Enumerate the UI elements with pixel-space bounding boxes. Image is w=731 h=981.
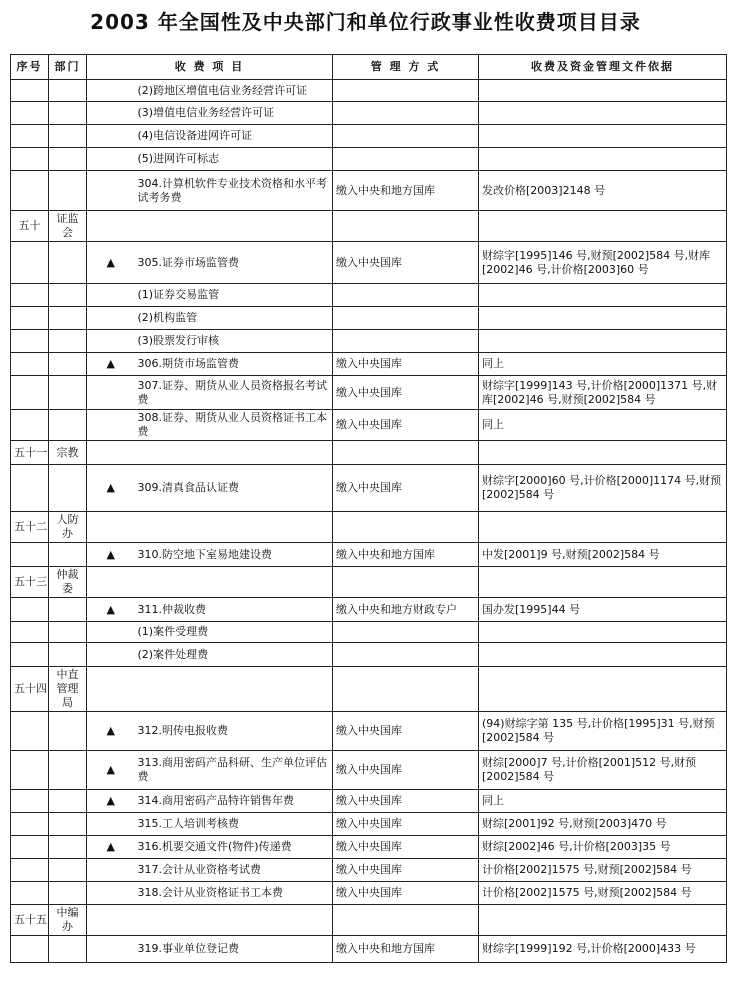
row-marker [87, 148, 135, 171]
table-row [11, 543, 727, 567]
row-marker: ▲ [87, 242, 135, 284]
row-department [49, 148, 87, 171]
row-management [333, 148, 479, 171]
row-number [11, 80, 49, 102]
row-marker [87, 80, 135, 102]
row-marker [87, 102, 135, 125]
row-management [333, 622, 479, 643]
row-basis [479, 330, 727, 353]
row-basis [479, 284, 727, 307]
row-department [49, 330, 87, 353]
row-department [49, 751, 87, 790]
table-row [11, 465, 727, 512]
row-number [11, 859, 49, 882]
row-number: 五十二 [11, 512, 49, 543]
row-marker [87, 376, 135, 410]
row-number [11, 102, 49, 125]
row-basis [479, 148, 727, 171]
row-marker [87, 410, 135, 441]
row-number [11, 882, 49, 905]
row-number [11, 712, 49, 751]
row-department [49, 598, 87, 622]
row-marker [87, 171, 135, 211]
row-management [333, 102, 479, 125]
row-marker [87, 905, 135, 936]
row-basis [479, 211, 727, 242]
table-row [11, 125, 727, 148]
table-row [11, 376, 727, 410]
row-basis: 计价格[2002]1575 号,财预[2002]584 号 [479, 859, 727, 882]
row-fee-item: 316.机要交通文件(物件)传递费 [135, 836, 333, 859]
row-fee-item: 313.商用密码产品科研、生产单位评估费 [135, 751, 333, 790]
row-management [333, 307, 479, 330]
row-number [11, 330, 49, 353]
row-basis: 发改价格[2003]2148 号 [479, 171, 727, 211]
row-fee-item: (3)股票发行审核 [135, 330, 333, 353]
row-fee-item: (4)电信设备进网许可证 [135, 125, 333, 148]
row-management [333, 441, 479, 465]
table-row [11, 622, 727, 643]
row-management [333, 567, 479, 598]
row-fee-item: (1)案件受理费 [135, 622, 333, 643]
row-marker [87, 284, 135, 307]
table-row [11, 284, 727, 307]
row-marker [87, 211, 135, 242]
row-number [11, 622, 49, 643]
row-fee-item: (2)机构监管 [135, 307, 333, 330]
row-department [49, 376, 87, 410]
row-fee-item: 308.证券、期货从业人员资格证书工本费 [135, 410, 333, 441]
row-fee-item: 305.证券市场监管费 [135, 242, 333, 284]
row-management: 缴入中央国库 [333, 376, 479, 410]
row-fee-item: 309.清真食品认证费 [135, 465, 333, 512]
row-management: 缴入中央和地方国库 [333, 543, 479, 567]
row-fee-item: 318.会计从业资格证书工本费 [135, 882, 333, 905]
row-number: 五十四 [11, 667, 49, 712]
header-row [11, 55, 727, 80]
row-number [11, 813, 49, 836]
row-management: 缴入中央国库 [333, 836, 479, 859]
row-department [49, 307, 87, 330]
row-department: 中直管理局 [49, 667, 87, 712]
row-management: 缴入中央国库 [333, 882, 479, 905]
row-management [333, 80, 479, 102]
row-marker: ▲ [87, 790, 135, 813]
row-fee-item: 307.证券、期货从业人员资格报名考试费 [135, 376, 333, 410]
row-number [11, 125, 49, 148]
row-marker: ▲ [87, 598, 135, 622]
row-marker [87, 307, 135, 330]
row-department: 人防办 [49, 512, 87, 543]
row-basis: 中发[2001]9 号,财预[2002]584 号 [479, 543, 727, 567]
row-basis: (94)财综字第 135 号,计价格[1995]31 号,财预[2002]584 号 [479, 712, 727, 751]
row-department [49, 836, 87, 859]
page-title: 2003 年全国性及中央部门和单位行政事业性收费项目目录 [90, 10, 641, 34]
row-marker: ▲ [87, 751, 135, 790]
row-number [11, 643, 49, 667]
row-number [11, 307, 49, 330]
row-management [333, 284, 479, 307]
row-fee-item: 311.仲裁收费 [135, 598, 333, 622]
row-basis: 计价格[2002]1575 号,财预[2002]584 号 [479, 882, 727, 905]
row-management: 缴入中央国库 [333, 465, 479, 512]
row-fee-item: (2)跨地区增值电信业务经营许可证 [135, 80, 333, 102]
row-marker [87, 441, 135, 465]
header-no: 序号 [11, 55, 49, 80]
row-basis: 同上 [479, 790, 727, 813]
row-marker [87, 813, 135, 836]
row-management [333, 125, 479, 148]
row-basis: 财综[2000]7 号,计价格[2001]512 号,财预[2002]584 号 [479, 751, 727, 790]
row-number [11, 790, 49, 813]
row-marker [87, 125, 135, 148]
row-fee-item [135, 567, 333, 598]
table-row [11, 242, 727, 284]
table-row [11, 330, 727, 353]
row-management [333, 905, 479, 936]
row-basis [479, 667, 727, 712]
row-fee-item [135, 667, 333, 712]
fee-table [10, 54, 727, 963]
row-number [11, 836, 49, 859]
row-management: 缴入中央和地方财政专户 [333, 598, 479, 622]
row-basis: 同上 [479, 410, 727, 441]
row-fee-item: (2)案件处理费 [135, 643, 333, 667]
row-department: 证监会 [49, 211, 87, 242]
table-row [11, 567, 727, 598]
table-row [11, 307, 727, 330]
row-fee-item: (5)进网许可标志 [135, 148, 333, 171]
header-item: 收 费 项 目 [87, 55, 333, 80]
table-row [11, 80, 727, 102]
row-department [49, 125, 87, 148]
row-number [11, 543, 49, 567]
row-management: 缴入中央国库 [333, 813, 479, 836]
table-row [11, 712, 727, 751]
row-basis [479, 441, 727, 465]
header-basis: 收费及资金管理文件依据 [479, 55, 727, 80]
row-number [11, 284, 49, 307]
row-basis: 财综字[2000]60 号,计价格[2000]1174 号,财预[2002]584 号 [479, 465, 727, 512]
row-basis [479, 307, 727, 330]
row-basis [479, 80, 727, 102]
row-number [11, 410, 49, 441]
row-basis: 财综字[1999]143 号,计价格[2000]1371 号,财库[2002]46 号,财预[2002]584 号 [479, 376, 727, 410]
row-fee-item: (1)证券交易监管 [135, 284, 333, 307]
row-department: 宗教 [49, 441, 87, 465]
row-fee-item [135, 512, 333, 543]
row-fee-item: 319.事业单位登记费 [135, 936, 333, 963]
table-row [11, 667, 727, 712]
row-department [49, 102, 87, 125]
row-management: 缴入中央国库 [333, 242, 479, 284]
row-department [49, 813, 87, 836]
row-basis [479, 622, 727, 643]
row-management: 缴入中央国库 [333, 712, 479, 751]
row-number [11, 376, 49, 410]
row-department [49, 643, 87, 667]
table-row [11, 512, 727, 543]
table-row [11, 790, 727, 813]
row-marker [87, 859, 135, 882]
row-marker [87, 622, 135, 643]
row-department [49, 882, 87, 905]
row-management: 缴入中央国库 [333, 790, 479, 813]
row-basis: 财综[2002]46 号,计价格[2003]35 号 [479, 836, 727, 859]
table-row [11, 102, 727, 125]
table-row [11, 859, 727, 882]
row-number [11, 353, 49, 376]
row-department: 中编办 [49, 905, 87, 936]
header-dept: 部门 [49, 55, 87, 80]
row-management: 缴入中央国库 [333, 353, 479, 376]
row-basis [479, 125, 727, 148]
table-row [11, 410, 727, 441]
row-fee-item [135, 441, 333, 465]
row-marker [87, 667, 135, 712]
row-basis: 财综[2001]92 号,财预[2003]470 号 [479, 813, 727, 836]
table-row [11, 905, 727, 936]
row-marker: ▲ [87, 543, 135, 567]
row-number [11, 598, 49, 622]
row-fee-item: (3)增值电信业务经营许可证 [135, 102, 333, 125]
row-management [333, 667, 479, 712]
row-department [49, 80, 87, 102]
row-number [11, 751, 49, 790]
row-management: 缴入中央国库 [333, 859, 479, 882]
row-department [49, 543, 87, 567]
row-basis [479, 905, 727, 936]
row-marker [87, 936, 135, 963]
table-row [11, 598, 727, 622]
row-management: 缴入中央国库 [333, 410, 479, 441]
row-basis: 财综字[1995]146 号,财预[2002]584 号,财库[2002]46 号,计价格[2003]60 号 [479, 242, 727, 284]
row-department [49, 242, 87, 284]
row-department [49, 622, 87, 643]
row-basis [479, 643, 727, 667]
row-department [49, 859, 87, 882]
row-number: 五十一 [11, 441, 49, 465]
row-marker [87, 567, 135, 598]
row-basis [479, 512, 727, 543]
row-marker: ▲ [87, 712, 135, 751]
table-row [11, 882, 727, 905]
table-row [11, 441, 727, 465]
table-row [11, 353, 727, 376]
row-management: 缴入中央和地方国库 [333, 171, 479, 211]
row-basis [479, 102, 727, 125]
table-row [11, 751, 727, 790]
row-fee-item: 315.工人培训考核费 [135, 813, 333, 836]
row-fee-item [135, 905, 333, 936]
table-row [11, 148, 727, 171]
row-management: 缴入中央国库 [333, 751, 479, 790]
row-fee-item: 310.防空地下室易地建设费 [135, 543, 333, 567]
row-department [49, 790, 87, 813]
row-fee-item: 314.商用密码产品特许销售年费 [135, 790, 333, 813]
row-number [11, 148, 49, 171]
row-department [49, 465, 87, 512]
row-number [11, 465, 49, 512]
row-basis: 国办发[1995]44 号 [479, 598, 727, 622]
row-marker [87, 512, 135, 543]
row-marker: ▲ [87, 353, 135, 376]
row-basis: 财综字[1999]192 号,计价格[2000]433 号 [479, 936, 727, 963]
row-marker [87, 882, 135, 905]
row-management [333, 330, 479, 353]
row-marker: ▲ [87, 836, 135, 859]
row-number: 五十 [11, 211, 49, 242]
row-management [333, 211, 479, 242]
row-management [333, 512, 479, 543]
row-department [49, 353, 87, 376]
table-row [11, 171, 727, 211]
table-row [11, 643, 727, 667]
row-marker: ▲ [87, 465, 135, 512]
row-marker [87, 330, 135, 353]
row-department: 仲裁委 [49, 567, 87, 598]
row-department [49, 284, 87, 307]
row-basis [479, 567, 727, 598]
row-fee-item: 304.计算机软件专业技术资格和水平考试考务费 [135, 171, 333, 211]
row-fee-item: 317.会计从业资格考试费 [135, 859, 333, 882]
row-fee-item: 312.明传电报收费 [135, 712, 333, 751]
row-number [11, 171, 49, 211]
row-department [49, 410, 87, 441]
row-fee-item: 306.期货市场监管费 [135, 353, 333, 376]
row-management [333, 643, 479, 667]
table-row [11, 813, 727, 836]
row-number: 五十三 [11, 567, 49, 598]
row-number: 五十五 [11, 905, 49, 936]
row-department [49, 712, 87, 751]
row-basis: 同上 [479, 353, 727, 376]
header-mgmt: 管 理 方 式 [333, 55, 479, 80]
row-number [11, 936, 49, 963]
row-fee-item [135, 211, 333, 242]
table-row [11, 836, 727, 859]
table-row [11, 211, 727, 242]
row-department [49, 936, 87, 963]
row-management: 缴入中央和地方国库 [333, 936, 479, 963]
row-department [49, 171, 87, 211]
table-row [11, 936, 727, 963]
row-marker [87, 643, 135, 667]
row-number [11, 242, 49, 284]
